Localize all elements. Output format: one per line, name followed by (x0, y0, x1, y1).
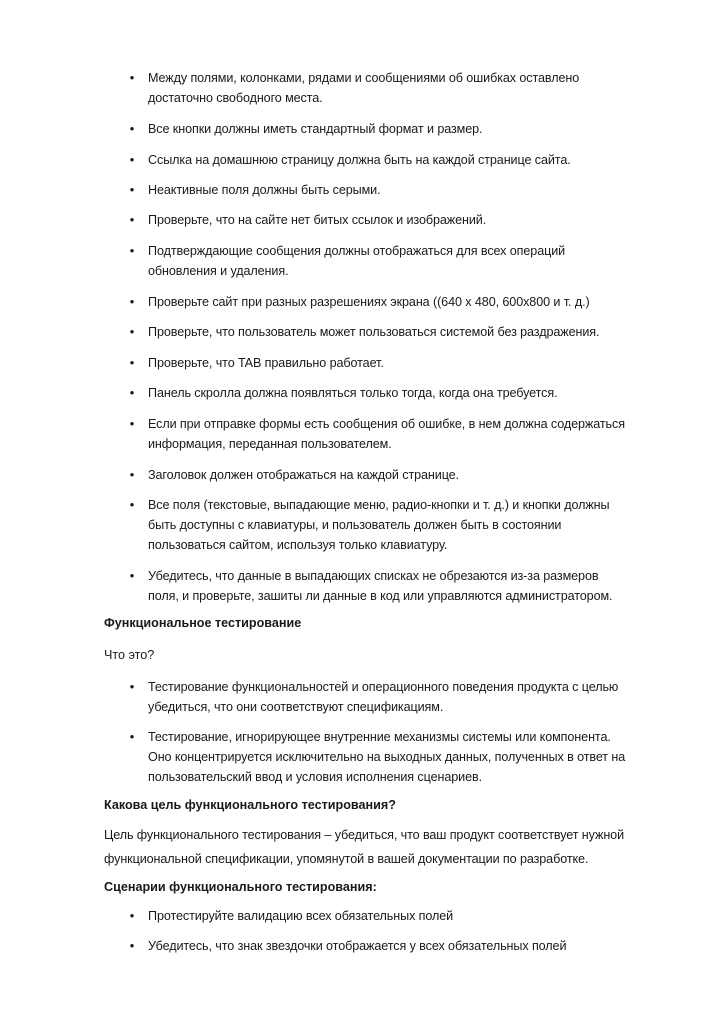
list-item-text: Неактивные поля должны быть серыми. (148, 183, 381, 197)
list-item-text: Проверьте сайт при разных разрешениях экрана ((640 x 480, 600x800 и т. д.) (148, 295, 590, 309)
list-item-text: Проверьте, что пользователь может пользоваться системой без раздражения. (148, 325, 600, 339)
list-item-text: Проверьте, что TAB правильно работает. (148, 356, 384, 370)
section-heading: Функциональное тестирование (104, 616, 302, 630)
section-heading: Сценарии функционального тестирования: (104, 880, 377, 894)
section-heading: Какова цель функционального тестирования? (104, 798, 396, 812)
bullet-icon: • (129, 70, 135, 85)
bullet-icon: • (129, 355, 135, 370)
list-item-text: Тестирование функциональностей и операционного поведения продукта с целью убедиться, что они соответствуют спецификациям. (148, 680, 619, 714)
bullet-icon: • (129, 121, 135, 136)
bullet-icon: • (129, 416, 135, 431)
list-item-text: Если при отправке формы есть сообщения об ошибке, в нем должна содержаться информация, переданная пользователем. (148, 417, 625, 451)
bullet-icon: • (129, 729, 135, 744)
section-question: Что это? (104, 648, 155, 662)
bullet-icon: • (129, 568, 135, 583)
list-item-text: Подтверждающие сообщения должны отображаться для всех операций обновления и удаления. (148, 244, 566, 278)
list-item-text: Панель скролла должна появляться только тогда, когда она требуется. (148, 386, 558, 400)
bullet-icon: • (129, 467, 135, 482)
bullet-icon: • (129, 908, 135, 923)
list-item-text: Все поля (текстовые, выпадающие меню, радио-кнопки и т. д.) и кнопки должны быть доступны с клавиатуры, и пользователь должен быть в состоянии пользоваться сайтом, используя только клавиатуру. (148, 498, 610, 552)
bullet-icon: • (129, 497, 135, 512)
bullet-icon: • (129, 324, 135, 339)
list-item-text: Тестирование, игнорирующее внутренние механизмы системы или компонента. Оно концентрируется исключительно на выходных данных, полученных в ответ на пользовательский ввод и условия исполнения сценариев. (148, 730, 626, 784)
list-item-text: Убедитесь, что знак звездочки отображается у всех обязательных полей (148, 939, 567, 953)
bullet-icon: • (129, 679, 135, 694)
list-item-text: Проверьте, что на сайте нет битых ссылок и изображений. (148, 213, 487, 227)
bullet-icon: • (129, 212, 135, 227)
bullet-icon: • (129, 152, 135, 167)
bullet-icon: • (129, 182, 135, 197)
list-item-text: Ссылка на домашнюю страницу должна быть на каждой странице сайта. (148, 153, 571, 167)
bullet-icon: • (129, 243, 135, 258)
list-item-text: Заголовок должен отображаться на каждой странице. (148, 468, 459, 482)
list-item-text: Убедитесь, что данные в выпадающих списках не обрезаются из-за размеров поля, и проверьте, зашиты ли данные в код или управляются администратором. (148, 569, 613, 603)
list-item-text: Все кнопки должны иметь стандартный формат и размер. (148, 122, 483, 136)
bullet-icon: • (129, 294, 135, 309)
list-item-text: Между полями, колонками, рядами и сообщениями об ошибках оставлено достаточно свободного места. (148, 71, 580, 105)
paragraph: Цель функционального тестирования – убедиться, что ваш продукт соответствует нужной функциональной спецификации, упомянутой в вашей документации по разработке. (104, 828, 625, 866)
bullet-icon: • (129, 385, 135, 400)
list-item-text: Протестируйте валидацию всех обязательных полей (148, 909, 454, 923)
bullet-icon: • (129, 938, 135, 953)
